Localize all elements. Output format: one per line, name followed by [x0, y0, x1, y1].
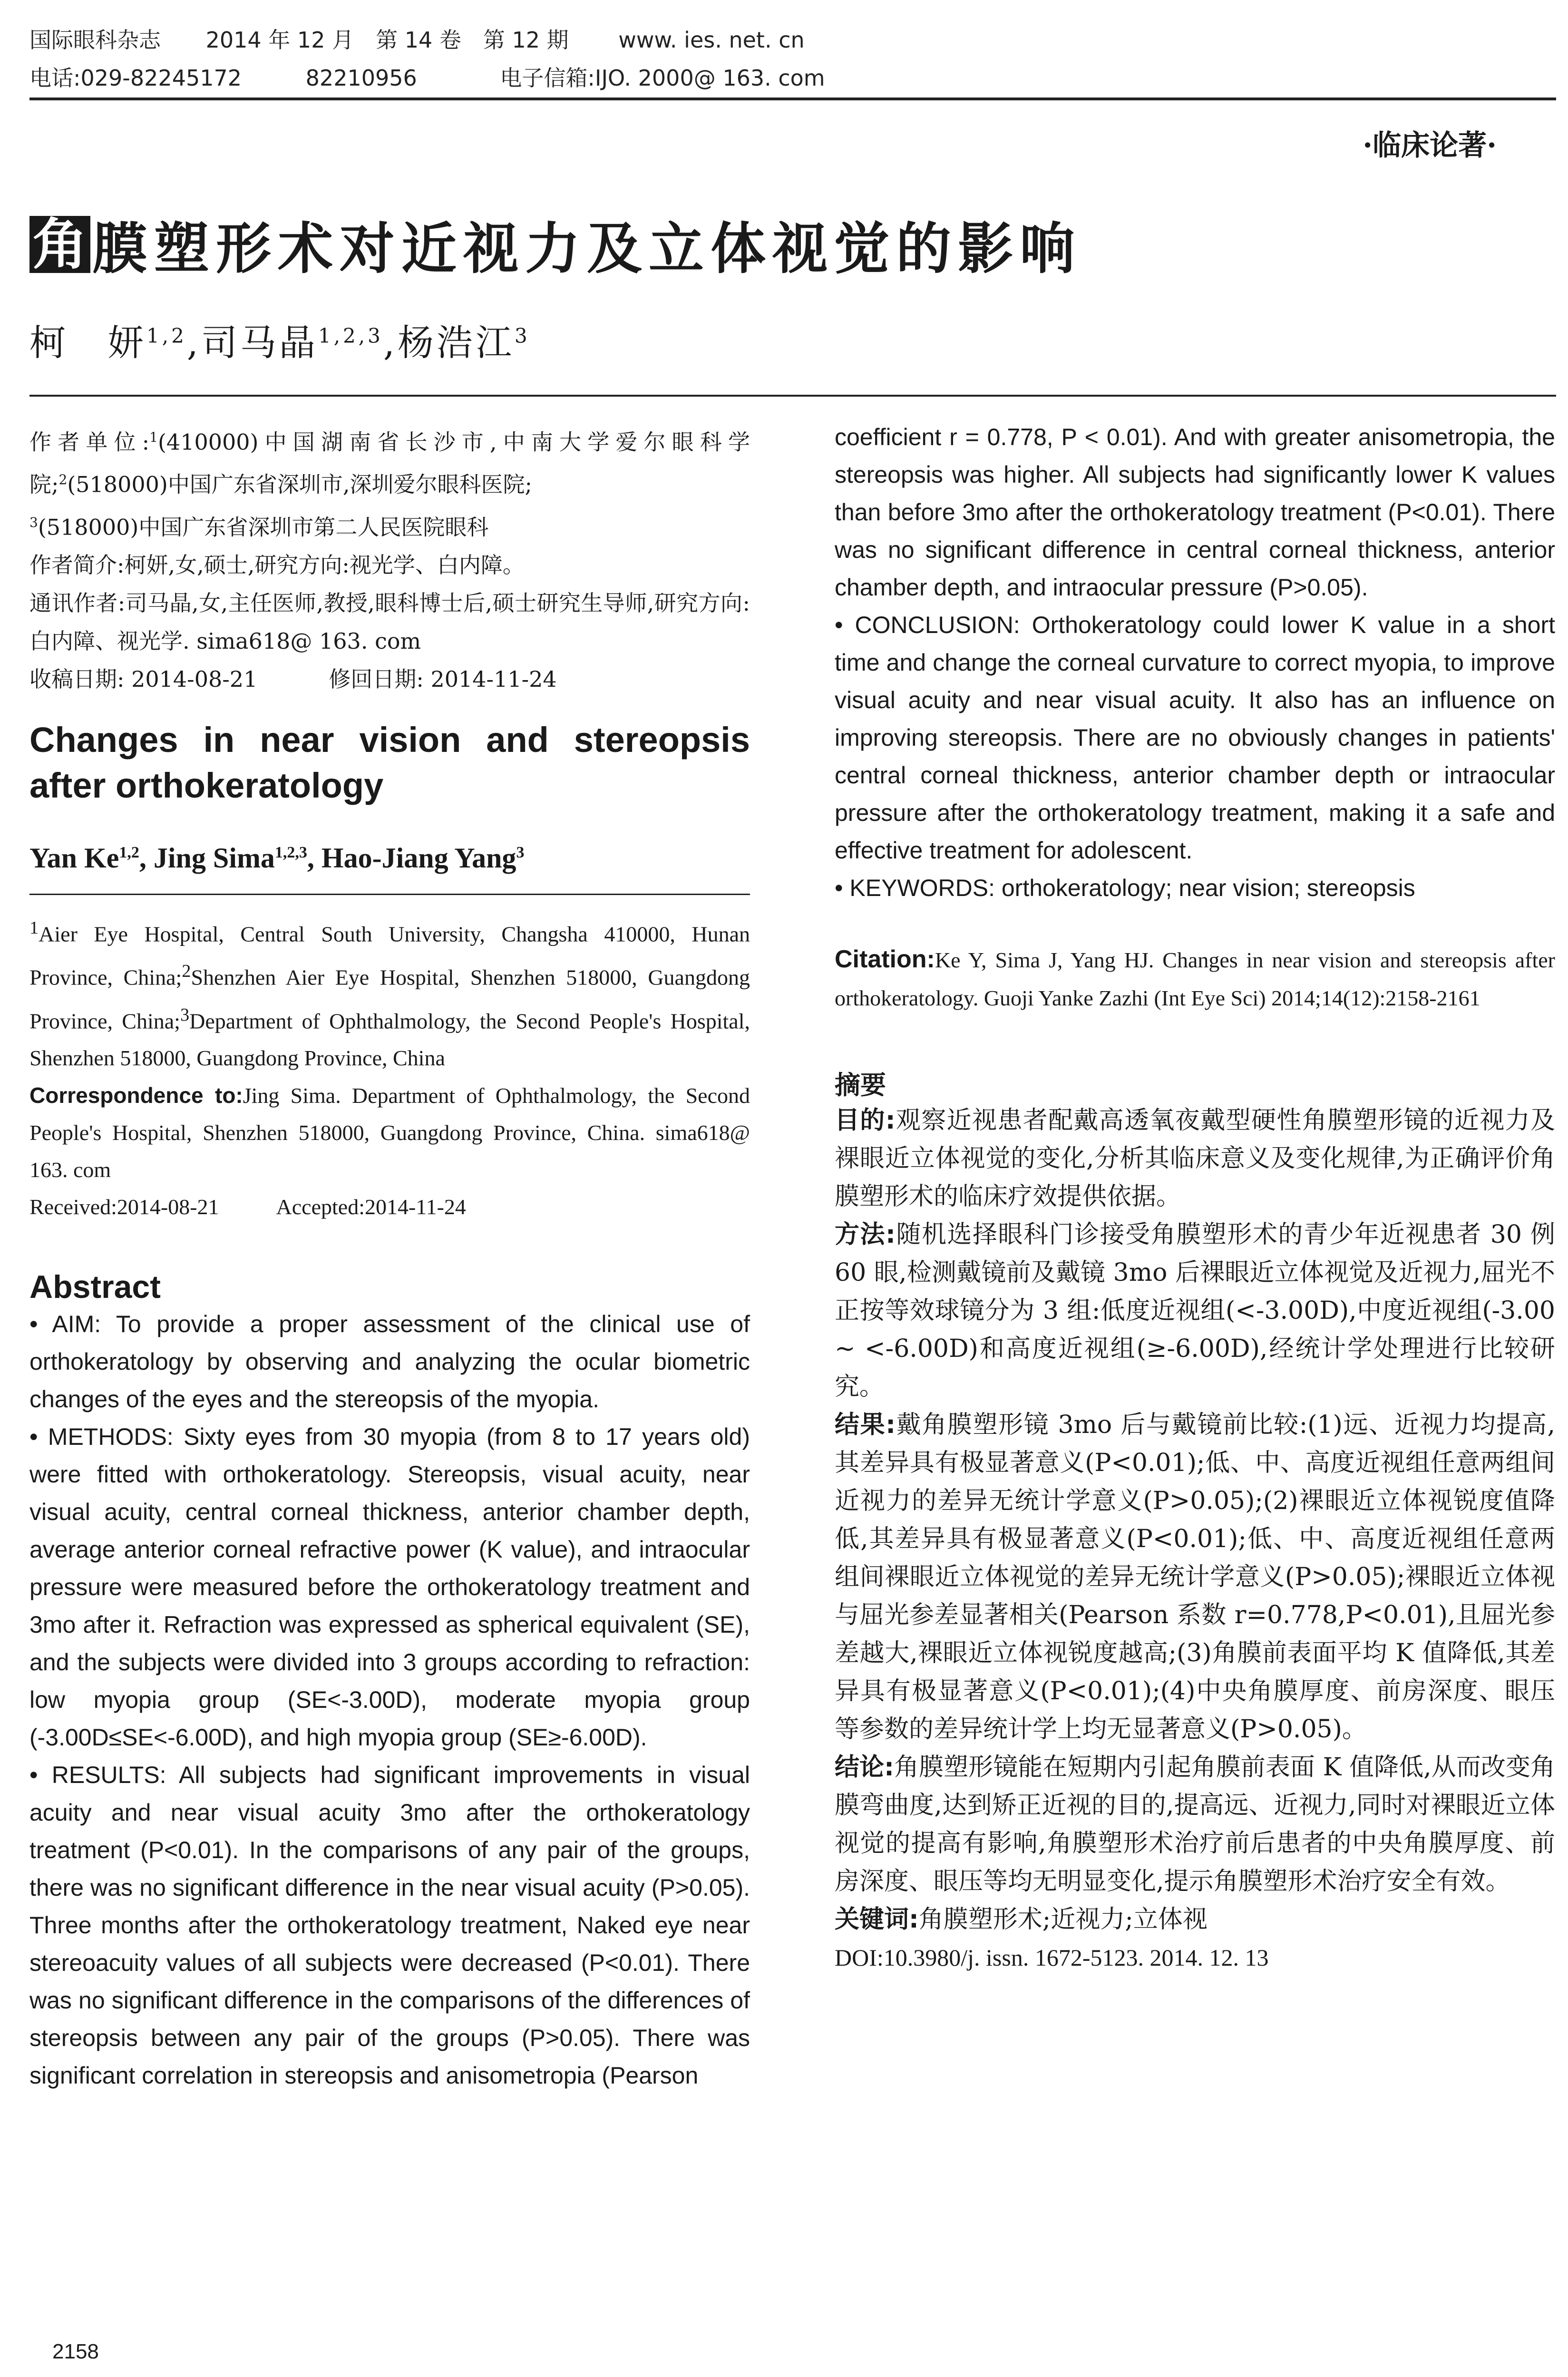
journal-issue: 2014 年 12 月 第 14 卷 第 12 期	[205, 27, 569, 53]
abstract-heading: Abstract	[29, 1268, 161, 1305]
abstract-keywords: • KEYWORDS: orthokeratology; near vision; stereopsis	[835, 875, 1415, 901]
author-cn-3-sup: 3	[515, 324, 530, 348]
journal-name: 国际眼科杂志	[29, 27, 161, 53]
section-tag: ·临床论著·	[1363, 129, 1497, 162]
zh-keywords: 关键词:角膜塑形术;近视力;立体视	[835, 1905, 1208, 1934]
title-rule	[29, 395, 1556, 397]
left-column	[29, 419, 750, 2094]
cn-units: 作者单位:$^1$(410000)中国湖南省长沙市,中南大学爱尔眼科学院;$^2$(518000)中国广东省深圳市,深圳爱尔眼科医院; $^3$(518000)中国广东省深圳市第二人民医院眼科	[29, 429, 750, 540]
zh-aim: 目的:观察近视患者配戴高透氧夜戴型硬性角膜塑形镜的近视力及裸眼近立体视觉的变化,分析其临床意义及变化规律,为正确评价角膜塑形术的临床疗效提供依据。	[835, 1106, 1555, 1211]
journal-phone: 电话:029-82245172	[29, 65, 242, 91]
author-cn-2-sup: 1,2,3	[318, 324, 383, 348]
author-cn-1: 柯 妍	[29, 321, 146, 364]
citation: Citation:Ke Y, Sima J, Yang HJ. Changes in near vision and stereopsis after orthokeratology. Guoji Yanke Zazhi (Int Eye Sci) 2014;14(12):2158-2161	[835, 945, 1555, 1010]
en-correspondence: Correspondence to:Jing Sima. Department of Ophthalmology, the Second People's Hospital, Shenzhen 518000, Guangdong Province, China. sima618@ 163. com	[29, 1082, 750, 1182]
journal-email[interactable]: 电子信箱:IJO. 2000@ 163. com	[500, 65, 825, 91]
journal-phone-2: 82210956	[305, 65, 417, 91]
author-cn-1-sup: 1,2	[146, 324, 187, 348]
en-dates: Received:2014-08-21 Accepted:2014-11-24	[29, 1194, 466, 1219]
author-cn-3: ,杨浩江	[383, 321, 515, 364]
title-first-char: 角	[29, 216, 90, 273]
abstract-results-cont: coefficient r = 0.778, P < 0.01). And with greater anisometropia, the stereopsis was higher. All subjects had significantly lower K values than before 3mo after the orthokeratology treatment (P<0.01). There was no significant difference in central corneal thickness, anterior chamber depth, and intraocular pressure (P>0.05).	[835, 424, 1555, 601]
article-title	[29, 205, 1081, 284]
en-authors: Yan Ke$^{1,2}$, Jing Sima$^{1,2,3}$, Hao-Jiang Yang$^3$	[29, 842, 525, 874]
journal-header-line1	[29, 23, 805, 54]
authors-cn	[29, 314, 530, 366]
cn-correspondence: 通讯作者:司马晶,女,主任医师,教授,眼科博士后,硕士研究生导师,研究方向:白内障、视光学. sima618@ 163. com	[29, 590, 750, 654]
zh-conclusion: 结论:角膜塑形镜能在短期内引起角膜前表面 K 值降低,从而改变角膜弯曲度,达到矫正近视的目的,提高远、近视力,同时对裸眼近立体视觉的提高有影响,角膜塑形术治疗前后患者的中央角膜厚度、前房深度、眼压等均无明显变化,提示角膜塑形术治疗安全有效。	[835, 1753, 1556, 1896]
page-number: 2158	[52, 2340, 99, 2363]
authors-rule	[29, 894, 750, 895]
zh-abstract-heading: 摘要	[835, 1070, 886, 1100]
zh-results: 结果:戴角膜塑形镜 3mo 后与戴镜前比较:(1)远、近视力均提高,其差异具有极显著意义(P<0.01);低、中、高度近视组任意两组间近视力的差异无统计学意义(P>0.05);(2)裸眼近立体视锐度值降低,其差异具有极显著意义(P<0.01);低、中、高度近视组任意两组间裸眼近立体视觉的差异无统计学意义(P>0.05);裸眼近立体视与屈光参差显著相关(Pearson 系数 r=0.778,P<0.01),且屈光参差越大,裸眼近立体视锐度越高;(3)角膜前表面平均 K 值降低,其差异具有极显著意义(P<0.01);(4)中央角膜厚度、前房深度、眼压等参数的差异统计学上均无显著意义(P>0.05)。	[835, 1411, 1556, 1744]
zh-methods: 方法:随机选择眼科门诊接受角膜塑形术的青少年近视患者 30 例 60 眼,检测戴镜前及戴镜 3mo 后裸眼近立体视觉及近视力,屈光不正按等效球镜分为 3 组:低度近视组(<-3.00D),中度近视组(-3.00 ~ <-6.00D)和高度近视组(≥-6.00D),经统计学处理进行比较研究。	[835, 1220, 1556, 1401]
header-rule	[29, 97, 1556, 100]
abstract-results: • RESULTS: All subjects had significant improvements in visual acuity and near visual acuity 3mo after the orthokeratology treatment (P<0.01). In the comparisons of any pair of the groups, there was no significant difference in the near visual acuity (P>0.05). Three months after the orthokeratology treatment, Naked eye near stereoacuity values of all subjects were decreased (P<0.01). There was no significant difference in the comparisons of the differences of stereopsis between any pair of the groups (P>0.05). There was significant correlation in stereopsis and anisometropia (Pearson	[29, 1761, 750, 2089]
cn-bio: 作者简介:柯妍,女,硕士,研究方向:视光学、白内障。	[29, 552, 525, 578]
right-column	[835, 419, 1555, 1977]
cn-author-info	[29, 419, 750, 698]
cn-dates: 收稿日期: 2014-08-21 修回日期: 2014-11-24	[29, 666, 557, 692]
journal-header-line2	[29, 61, 825, 92]
en-affiliations: $^1$Aier Eye Hospital, Central South University, Changsha 410000, Hunan Province, China;$^2$Shenzhen Aier Eye Hospital, Shenzhen 518000, Guangdong Province, China;$^3$Department of Ophthalmology, the Second People's Hospital, Shenzhen 518000, Guangdong Province, China	[29, 917, 750, 1070]
abstract-conclusion: • CONCLUSION: Orthokeratology could lower K value in a short time and change the corneal curvature to correct myopia, to improve visual acuity and near visual acuity. It also has an influence on improving stereopsis. There are no obviously changes in patients' central corneal thickness, anterior chamber depth or intraocular pressure after the orthokeratology treatment, making it a safe and effective treatment for adolescent.	[835, 612, 1555, 864]
abstract-aim: • AIM: To provide a proper assessment of the clinical use of orthokeratology by observing and analyzing the ocular biometric changes of the eyes and the stereopsis of the myopia.	[29, 1310, 750, 1413]
en-title: Changes in near vision and stereopsis after orthokeratology	[29, 720, 750, 805]
doi[interactable]: DOI:10.3980/j. issn. 1672-5123. 2014. 12. 13	[835, 1944, 1269, 1971]
journal-website[interactable]: www. ies. net. cn	[618, 27, 805, 53]
abstract-methods: • METHODS: Sixty eyes from 30 myopia (from 8 to 17 years old) were fitted with orthokeratology. Stereopsis, visual acuity, near visual acuity, central corneal thickness, anterior chamber depth, average anterior corneal refractive power (K value), and intraocular pressure were measured before the orthokeratology treatment and 3mo after it. Refraction was expressed as spherical equivalent (SE), and the subjects were divided into 3 groups according to refraction: low myopia group (SE<-3.00D), moderate myopia group (-3.00D≤SE<-6.00D), and high myopia group (SE≥-6.00D).	[29, 1423, 750, 1751]
title-rest: 膜塑形术对近视力及立体视觉的影响	[92, 216, 1081, 281]
author-cn-2: ,司马晶	[186, 321, 318, 364]
